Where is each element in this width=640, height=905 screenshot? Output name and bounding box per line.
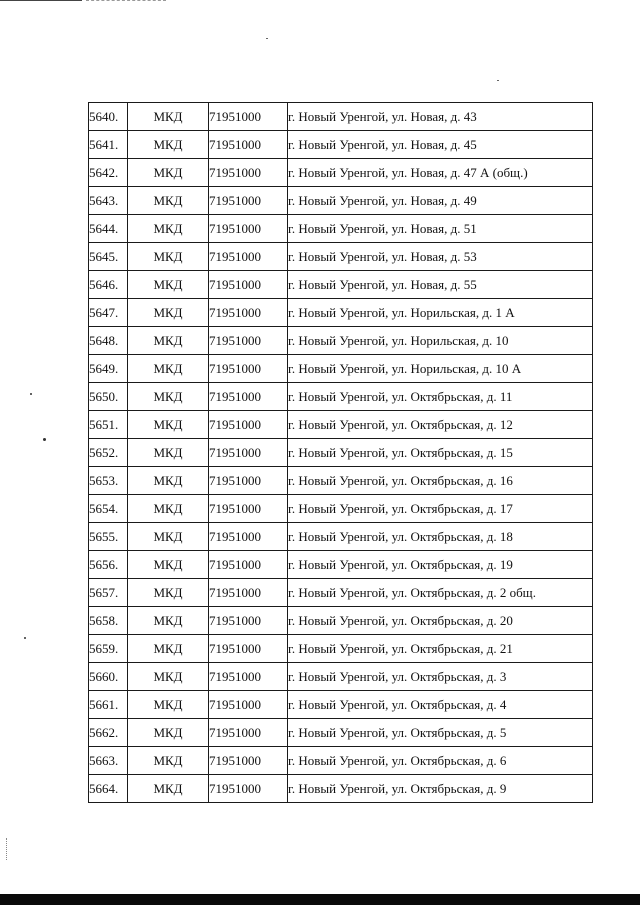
row-number: 5641. [89,131,128,159]
row-number: 5661. [89,691,128,719]
scan-edge-line [0,0,82,1]
row-number: 5648. [89,327,128,355]
row-number: 5659. [89,635,128,663]
row-object-type: МКД [128,439,209,467]
row-object-type: МКД [128,243,209,271]
row-number: 5644. [89,215,128,243]
row-oktmo-code: 71951000 [209,411,288,439]
row-object-type: МКД [128,355,209,383]
table-row [89,467,593,495]
row-number: 5640. [89,103,128,131]
row-address: г. Новый Уренгой, ул. Октябрьская, д. 2 общ. [288,579,593,607]
row-oktmo-code: 71951000 [209,495,288,523]
scan-bottom-edge [0,894,640,905]
row-oktmo-code: 71951000 [209,775,288,803]
row-object-type: МКД [128,271,209,299]
row-number: 5663. [89,747,128,775]
row-address: г. Новый Уренгой, ул. Октябрьская, д. 6 [288,747,593,775]
row-object-type: МКД [128,159,209,187]
row-address: г. Новый Уренгой, ул. Октябрьская, д. 15 [288,439,593,467]
row-address: г. Новый Уренгой, ул. Новая, д. 47 А (общ.) [288,159,593,187]
row-oktmo-code: 71951000 [209,607,288,635]
table-row [89,411,593,439]
row-oktmo-code: 71951000 [209,327,288,355]
address-registry-table [88,102,593,803]
row-address: г. Новый Уренгой, ул. Октябрьская, д. 20 [288,607,593,635]
row-address: г. Новый Уренгой, ул. Новая, д. 45 [288,131,593,159]
scan-edge-dashes [86,0,166,2]
row-number: 5664. [89,775,128,803]
row-object-type: МКД [128,663,209,691]
table-row [89,215,593,243]
row-oktmo-code: 71951000 [209,719,288,747]
table-row [89,551,593,579]
table-row [89,495,593,523]
row-number: 5652. [89,439,128,467]
row-oktmo-code: 71951000 [209,187,288,215]
table-row [89,243,593,271]
table-row [89,579,593,607]
row-object-type: МКД [128,775,209,803]
row-oktmo-code: 71951000 [209,663,288,691]
row-address: г. Новый Уренгой, ул. Октябрьская, д. 11 [288,383,593,411]
table-row [89,187,593,215]
row-object-type: МКД [128,411,209,439]
row-address: г. Новый Уренгой, ул. Новая, д. 43 [288,103,593,131]
row-object-type: МКД [128,747,209,775]
scan-speck [43,438,46,441]
row-address: г. Новый Уренгой, ул. Октябрьская, д. 5 [288,719,593,747]
row-address: г. Новый Уренгой, ул. Норильская, д. 1 А [288,299,593,327]
row-address: г. Новый Уренгой, ул. Октябрьская, д. 18 [288,523,593,551]
row-number: 5655. [89,523,128,551]
row-number: 5662. [89,719,128,747]
row-object-type: МКД [128,523,209,551]
row-number: 5647. [89,299,128,327]
row-address: г. Новый Уренгой, ул. Октябрьская, д. 3 [288,663,593,691]
row-oktmo-code: 71951000 [209,523,288,551]
scan-edge-dots [6,838,8,860]
row-address: г. Новый Уренгой, ул. Октябрьская, д. 16 [288,467,593,495]
row-object-type: МКД [128,103,209,131]
row-oktmo-code: 71951000 [209,579,288,607]
row-address: г. Новый Уренгой, ул. Новая, д. 55 [288,271,593,299]
row-oktmo-code: 71951000 [209,467,288,495]
row-object-type: МКД [128,607,209,635]
row-address: г. Новый Уренгой, ул. Октябрьская, д. 17 [288,495,593,523]
table-row [89,271,593,299]
row-number: 5646. [89,271,128,299]
row-object-type: МКД [128,215,209,243]
scan-speck [30,393,32,395]
row-oktmo-code: 71951000 [209,691,288,719]
table-row [89,635,593,663]
table-row [89,663,593,691]
row-oktmo-code: 71951000 [209,355,288,383]
row-number: 5660. [89,663,128,691]
registry-table-body [89,103,593,803]
row-address: г. Новый Уренгой, ул. Норильская, д. 10 А [288,355,593,383]
row-object-type: МКД [128,719,209,747]
table-row [89,131,593,159]
row-object-type: МКД [128,495,209,523]
table-row [89,747,593,775]
scan-speck [497,80,499,81]
row-address: г. Новый Уренгой, ул. Октябрьская, д. 4 [288,691,593,719]
row-oktmo-code: 71951000 [209,551,288,579]
row-oktmo-code: 71951000 [209,271,288,299]
row-address: г. Новый Уренгой, ул. Норильская, д. 10 [288,327,593,355]
table-row [89,355,593,383]
row-oktmo-code: 71951000 [209,215,288,243]
table-row [89,523,593,551]
row-address: г. Новый Уренгой, ул. Октябрьская, д. 21 [288,635,593,663]
row-oktmo-code: 71951000 [209,439,288,467]
row-oktmo-code: 71951000 [209,747,288,775]
row-address: г. Новый Уренгой, ул. Октябрьская, д. 19 [288,551,593,579]
row-object-type: МКД [128,327,209,355]
table-row [89,327,593,355]
table-row [89,607,593,635]
row-address: г. Новый Уренгой, ул. Октябрьская, д. 9 [288,775,593,803]
row-object-type: МКД [128,691,209,719]
table-row [89,299,593,327]
row-oktmo-code: 71951000 [209,159,288,187]
row-object-type: МКД [128,467,209,495]
table-row [89,103,593,131]
row-number: 5651. [89,411,128,439]
row-oktmo-code: 71951000 [209,131,288,159]
row-object-type: МКД [128,635,209,663]
row-object-type: МКД [128,187,209,215]
row-oktmo-code: 71951000 [209,383,288,411]
row-object-type: МКД [128,299,209,327]
row-address: г. Новый Уренгой, ул. Октябрьская, д. 12 [288,411,593,439]
row-oktmo-code: 71951000 [209,635,288,663]
row-number: 5645. [89,243,128,271]
table-row [89,719,593,747]
table-row [89,159,593,187]
scan-speck [24,637,26,639]
row-object-type: МКД [128,383,209,411]
row-object-type: МКД [128,131,209,159]
row-number: 5653. [89,467,128,495]
row-number: 5650. [89,383,128,411]
row-number: 5642. [89,159,128,187]
row-number: 5643. [89,187,128,215]
row-number: 5649. [89,355,128,383]
row-number: 5657. [89,579,128,607]
row-number: 5658. [89,607,128,635]
table-row [89,775,593,803]
row-address: г. Новый Уренгой, ул. Новая, д. 51 [288,215,593,243]
row-oktmo-code: 71951000 [209,243,288,271]
row-number: 5654. [89,495,128,523]
row-number: 5656. [89,551,128,579]
row-object-type: МКД [128,579,209,607]
row-address: г. Новый Уренгой, ул. Новая, д. 49 [288,187,593,215]
row-oktmo-code: 71951000 [209,103,288,131]
scan-speck [266,38,268,39]
row-object-type: МКД [128,551,209,579]
row-address: г. Новый Уренгой, ул. Новая, д. 53 [288,243,593,271]
row-oktmo-code: 71951000 [209,299,288,327]
table-row [89,439,593,467]
table-row [89,383,593,411]
table-row [89,691,593,719]
